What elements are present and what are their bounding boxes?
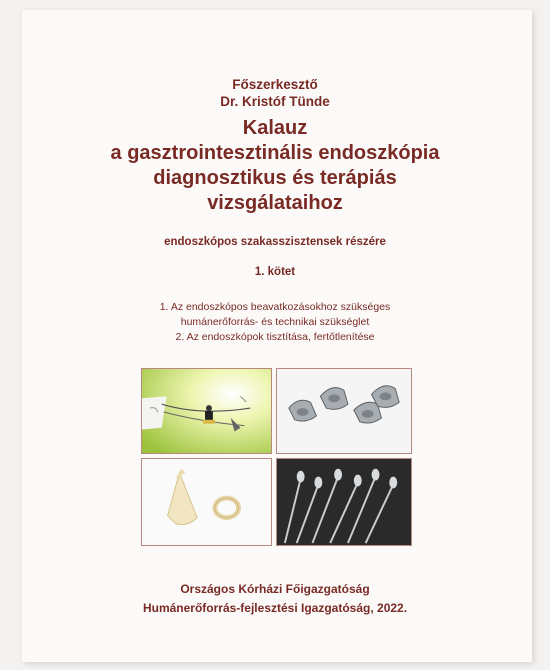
editor-label: Főszerkesztő [232,77,318,92]
endoscope-climber-illustration [141,368,272,454]
title-line-3: diagnosztikus és terápiás [153,167,397,189]
publisher [0,580,550,618]
title-line-1: Kalauz [242,117,308,139]
cover-image-grid [141,368,412,546]
contents-list [0,300,550,345]
publisher-line-1: Országos Kórházi Főigazgatóság [180,582,370,596]
contents-line-2: humánerőforrás- és technikai szükséglet [180,316,370,328]
mouthpiece-and-ring-photo [141,458,272,546]
volume-label: 1. kötet [254,266,296,278]
book-subtitle: endoszkópos szakasszisztensek részére [164,236,386,248]
biopsy-forceps-photo [276,458,412,546]
endoscope-valves-photo [276,368,412,454]
title-line-2: a gasztrointesztinális endoszkópia [110,142,440,164]
editor-name: Dr. Kristóf Tünde [220,94,330,109]
book-title [0,116,550,216]
contents-line-1: 1. Az endoszkópos beavatkozásokhoz szükséges [159,301,391,313]
title-line-4: vizsgálataihoz [207,192,343,214]
publisher-line-2: Humánerőforrás-fejlesztési Igazgatóság, 2022. [142,601,408,615]
contents-line-3: 2. Az endoszkópok tisztítása, fertőtlenítése [175,331,375,343]
